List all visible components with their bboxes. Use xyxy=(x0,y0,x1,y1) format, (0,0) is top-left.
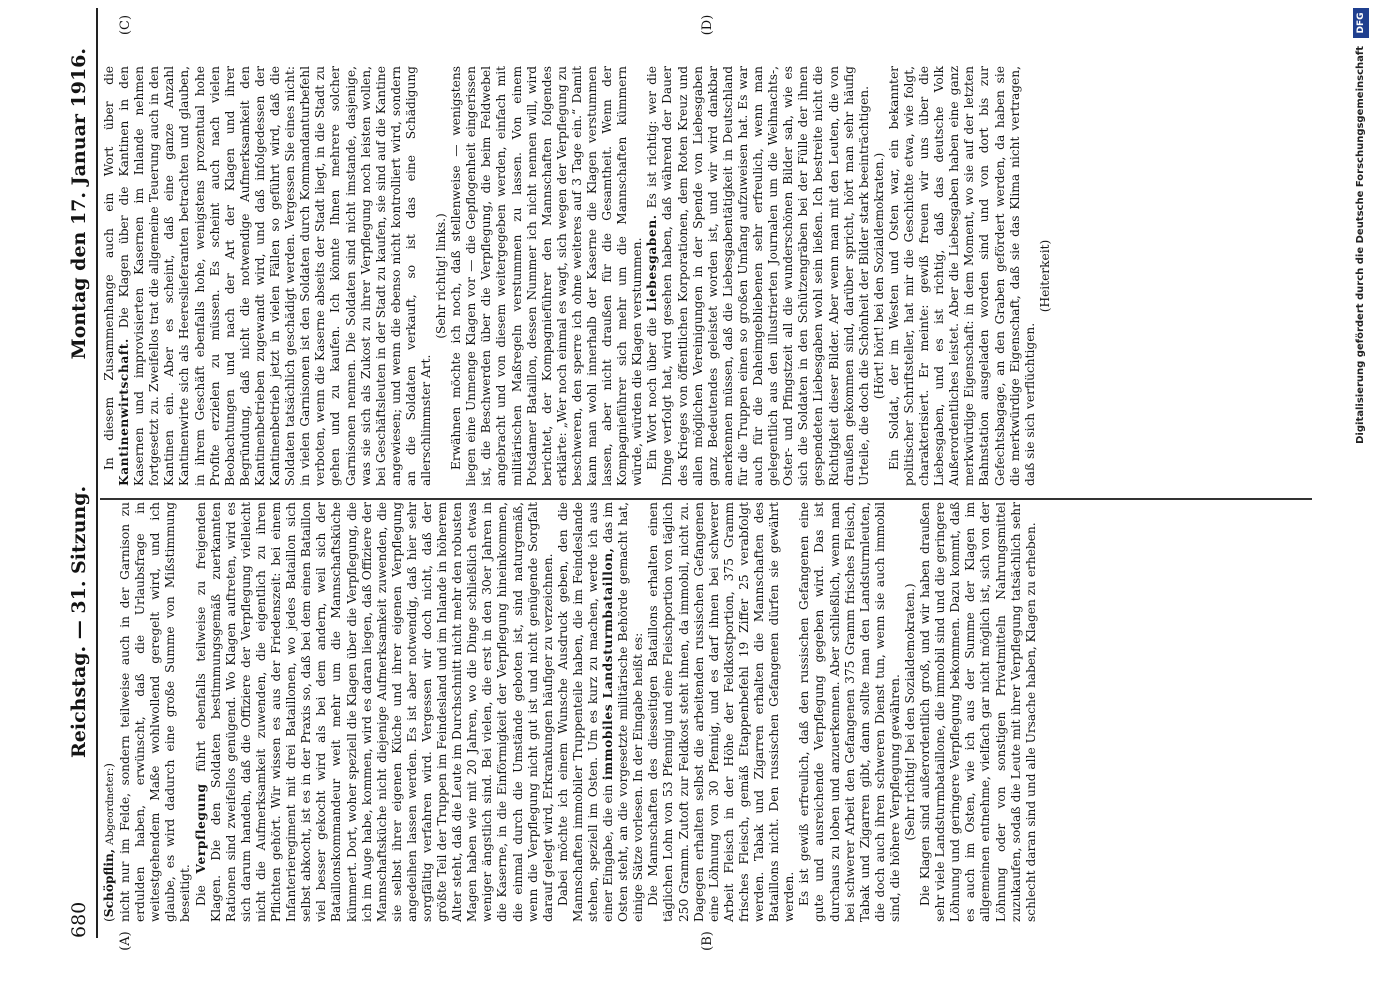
paragraph-kantinen xyxy=(102,66,434,486)
emphasis-kantinenwirtschaft: Kantinenwirtschaft. xyxy=(117,338,132,486)
header-left-title: Reichstag. — 31. Sitzung. xyxy=(68,485,90,758)
column-divider xyxy=(100,498,1312,500)
paragraph-intro: In diesem Zusammenhange auch ein Wort über die xyxy=(102,66,116,470)
digitization-footer xyxy=(1352,0,1376,1000)
header-rule xyxy=(96,8,98,938)
paragraph-intro: Dabei möchte ich einem Wunsche Ausdruck geben, den die Mannschaften immobiler Truppenteile haben, die im Feindeslande stehen, speziell im Osten. Um es kurz zu machen, werde ich aus einer Eingabe, die ein xyxy=(555,502,616,922)
page-number: 680 xyxy=(68,901,90,938)
margin-marker-d: (D) xyxy=(700,14,715,36)
paragraph: Ein Soldat, der im Westen und Osten war, ein bekannter politischer Schriftsteller, hat mir die Geschichte etwa, wie folgt, charakterisiert. Er meinte: gewiß freuen wir uns über die Liebesgaben, und es ist richtig, daß das deutsche Volk Außerordentliches leistet. Aber die Liebesgaben haben eine ganz merkwürdige Eigenschaft: in dem Moment, wo sie auf der letzten Bahnstation ausgeladen worden sind und von dort bis zur Gefechtsbagage, an den Graben gefördert werden, da haben sie die merkwürdige Eigenschaft, daß sie das Klima nicht vertragen, daß sie sich verflüchtigen. xyxy=(886,66,1037,486)
left-column xyxy=(102,502,1039,922)
page-header xyxy=(68,8,94,938)
emphasis-verpflegung: Verpflegung xyxy=(193,783,208,874)
speaker-role: Abgeordneter: xyxy=(104,767,116,846)
paragraph-liebesgaben xyxy=(645,66,871,486)
right-column xyxy=(102,66,1053,486)
digitization-note: Digitalisierung gefördert durch die Deutsche Forschungsgemeinschaft xyxy=(1355,46,1366,444)
emphasis-liebesgaben: Liebesgaben. xyxy=(645,214,660,312)
interjection: (Heiterkeit) xyxy=(1037,239,1052,313)
speaker-line: (Schöpflin, Abgeordneter:) xyxy=(102,762,116,922)
margin-marker-c: (C) xyxy=(118,14,133,36)
interjection: (Sehr richtig! bei den Sozialdemokraten.) xyxy=(902,583,917,841)
paragraph-verpflegung xyxy=(194,502,556,922)
paragraph-intro: Ein Wort noch über die xyxy=(645,317,660,470)
margin-marker-b: (B) xyxy=(700,931,715,951)
paragraph-body: Es ist richtig: wer die Dinge verfolgt hat, wird gesehen haben, daß während der Dauer des Krieges von öffentlichen Korporationen, dem Roten Kreuz und allen möglichen Vereinigungen in der Spende von Liebesgaben ganz Bedeutendes geleistet worden ist, und wir wird dankbar anerkennen müssen, daß die Liebesgabentätigkeit in Deutschland für die Truppen einen so großen Umfang aufzuweisen hat. Es war auch für die Daheimgebliebenen sehr erfreulich, wenn man gelegentlich aus den illustrierten Journalen um die Weihnachts-, Oster- und Pfingstzeit all die wunderschönen Bilder sah, wie es sich die Soldaten in den Schützengräben bei der Fülle der ihnen gespendeten Liebesgaben wohl sein ließen. Ich bestreite nicht die Richtigkeit dieser Bilder. Aber wenn man mit den Leuten, die von draußen gekommen sind, darüber spricht, hört man sehr häufig Urteile, die doch die Schönheit der Bilder stark beeinträchtigen. xyxy=(645,65,871,486)
paragraph: nicht nur im Felde, sondern teilweise auch in der Garnison zu erdulden haben, erwünscht, daß die Urlaubsfrage in weitestgehendem Maße wohlwollend geregelt wird, und ich glaube, es wird dadurch eine große Summe von Mißstimmung beseitigt. xyxy=(118,502,193,922)
paragraph-body: führt ebenfalls teilweise zu freigenden Klagen. Die den Soldaten bestimmungsgemäß zuerkannten Rationen sind zweifellos genügend. Wo Klagen auftreten, wird es sich darum handeln, daß die Offiziere der Verpflegung vielleicht nicht die Aufmerksamkeit zuwenden, die eigentlich zu ihren Pflichten gehört. Wir wissen es aus der Friedenszeit: bei einem Infanterieregiment mit drei Bataillonen, wo jedes Bataillon sich selbst abkocht, ist es in der Praxis so, daß bei dem einen Bataillon viel besser gekocht wird als bei dem andern, weil sich der Bataillonskommandeur weit mehr um die Mannschaftsküche kümmert. Dort, woher speziell die Klagen über die Verpflegung, die ich im Auge habe, kommen, wird es daran liegen, daß Offiziere der Mannschaftsküche nicht diejenige Aufmerksamkeit zuwenden, die sie selbst ihrer eigenen Küche und ihrer eigenen Verpflegung angedeihen lassen werden. Es ist aber notwendig, daß hier sehr sorgfältig verfahren wird. Vergessen wir doch nicht, daß der größte Teil der Truppen im Feindesland und im Inlande in höherem Alter steht, daß die Leute im Durchschnitt nicht mehr den robusten Magen haben wie mit 20 Jahren, wo die Dinge schließlich etwas weniger ängstlich sind. Bei vielen, die erst in den 30er Jahren in die Kaserne, in die Einförmigkeit der Verpflegung hineinkommen, die einmal durch die Umstände geboten ist, sind naturgemäß, wenn die Verpflegung nicht gut ist und nicht genügende Sorgfalt darauf gelegt wird, Erkrankungen häufiger zu verzeichnen. xyxy=(193,501,555,922)
paragraph-body: Die Klagen über die Kantinen in den Kasernen und improvisierten Kasernen im Inlande nehmen fortgesetzt zu. Zweifellos trat die allgemeine Teuerung auch in den Kantinen ein. Aber es scheint, daß eine ganze Anzahl Kantinenwirte sich als Heereslieferanten betrachten und glauben, in ihrem Geschäft ebenfalls hohe, wenigstens prozentual hohe Profite erzielen zu müssen. Es scheint auch nach vielen Beobachtungen und nach der Art der Klagen und ihrer Begründung, daß nicht die notwendige Aufmerksamkeit den Kantinenbetrieben zugewandt wird, und daß infolgedessen der Kantinenbetrieb jetzt in vielen Fällen so geführt wird, daß die Soldaten tatsächlich geschädigt werden. Vergessen Sie eines nicht: in vielen Garnisonen ist den Soldaten durch Kommandanturbefehl verboten, wenn die Kaserne abseits der Stadt liegt, in die Stadt zu gehen und zu kaufen. Ich könnte Ihnen mehrere solcher Garnisonen nennen. Die Soldaten sind nicht imstande, dasjenige, was sie sich als Zukost zu ihrer Verpflegung noch leisten wollen, bei Geschäftsleuten in der Stadt zu kaufen, sie sind auf die Kantine angewiesen; und wenn die ebenso nicht kontrolliert wird, sondern an die Soldaten verkauft, so ist das eine Schädigung allerschlimmster Art. xyxy=(117,65,433,486)
header-right-title: Montag den 17. Januar 1916. xyxy=(68,48,90,360)
speaker-name: Schöpflin, xyxy=(102,848,116,918)
paragraph: Erwähnen möchte ich noch, daß stellenweise — wenigstens liegen eine Unmenge Klagen vor — die Gepflogenheit eingerissen ist, die Beschwerden über die Verpflegung, die beim Feldwebel angebracht und von diesem weitergegeben werden, einfach mit militärischen Maßregeln verstummen zu lassen. Von einem Potsdamer Bataillon, dessen Nummer ich nicht nennen will, wird berichtet, der Kompagnieführer den Mannschaften folgendes erklärte: „Wer noch einmal es wagt, sich wegen der Verpflegung zu beschweren, den sperre ich ohne weiteres auf 3 Tage ein.“ Damit kann man wohl innerhalb der Kaserne die Klagen verstummen lassen, aber nicht draußen für die Gesamtheit. Wenn der Kompagnieführer sich mehr um die Mannschaften kümmern würde, würden die Klagen verstummen. xyxy=(449,66,645,486)
dfg-logo: DFG xyxy=(1353,8,1369,38)
interjection: (Hört! hört! bei den Sozialdemokraten.) xyxy=(871,152,886,400)
margin-marker-a: (A) xyxy=(118,931,133,951)
paragraph-body: das im Osten steht, an die vorgesetzte militärische Behörde gemacht hat, einige Sätze vorlesen. In der Eingabe heißt es: xyxy=(601,501,646,922)
paragraph-intro: Die xyxy=(193,885,208,906)
interjection: (Sehr richtig! links.) xyxy=(434,213,449,339)
paragraph: Es ist gewiß erfreulich, daß den russischen Gefangenen eine gute und ausreichende Verpflegung gegeben wird. Das ist durchaus zu loben und anzuerkennen. Aber schließlich, wenn man bei schwerer Arbeit den Gefangenen 375 Gramm frisches Fleisch, Tabak und Zigarren gibt, dann sollte man den Landsturmleuten, die doch auch ihren schweren Dienst tun, wenn sie auch immobil sind, die höhere Verpflegung gewähren. xyxy=(797,502,902,922)
paragraph-landsturm xyxy=(556,502,647,922)
emphasis-landsturmbataillon: immobiles Landsturmbataillon, xyxy=(601,547,616,781)
quoted-petition: Die Mannschaften des diesseitigen Bataillons erhalten einen täglichen Lohn von 53 Pfennig und eine Fleischportion von täglich 250 Gramm. Zutoft zur Feldkost steht ihnen, da immobil, nicht zu. Dagegen erhalten selbst die arbeitenden russischen Gefangenen eine Löhnung von 30 Pfennig, und es darf ihnen bei schwerer Arbeit Fleisch in der Höhe der Feldkostportion, 375 Gramm frisches Fleisch, gemäß Etappenbefehl 19 Ziffer 25 verabfolgt werden. Tabak und Zigarren erhalten die Mannschaften des Bataillons nicht. Den russischen Gefangenen dürfen sie gewährt werden. xyxy=(646,502,797,922)
paragraph: Die Klagen sind außerordentlich groß, und wir haben draußen sehr viele Landsturmbataillone, die immobil sind und die geringere Löhnung und geringere Verpflegung bekommen. Dazu kommt, daß es auch im Osten, wie ich aus der Summe der Klagen im allgemeinen entnehme, vielfach gar nicht möglich ist, sich von der Löhnung oder von sonstigen Privatmitteln Nahrungsmittel zuzukaufen, sodaß die Leute mit ihrer Verpflegung tatsächlich sehr schlecht daran sind und alle Ursache haben, Klagen zu erheben. xyxy=(918,502,1038,922)
